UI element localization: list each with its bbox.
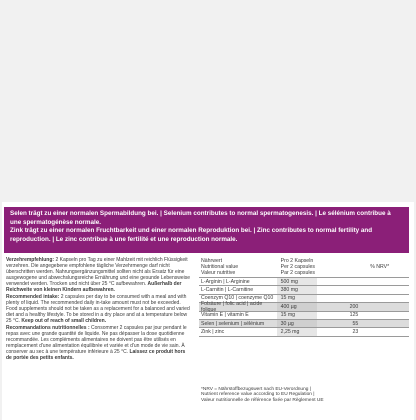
header-spacer	[317, 257, 366, 277]
instructions-en	[6, 294, 192, 324]
instructions-en-text: 2 capsules per day to be consumed with a meal and with plenty of liquid. The recommended daily in-take amount must not be exceeded. Food supplements should not be taken as a replacement for a balanced and varied diet and a healthy lifestyle. To be stored in a dry place and at a temperature below 25 °C.	[6, 294, 190, 324]
header-nutrient-de: Nährwert	[201, 258, 223, 264]
nutrient-amount: 2,25 mg	[277, 328, 318, 335]
nutrient-name: L-Arginin | L-Arginine	[201, 278, 250, 285]
instructions-en-label: Recommended intake:	[6, 294, 60, 300]
nutrient-name: Vitamin E | vitamin E	[201, 312, 249, 319]
nutrition-table	[199, 257, 409, 337]
footnote-line-en: Nutrient reference value according to EU Regulation |	[201, 392, 315, 398]
table-row	[199, 328, 409, 336]
nutrient-name: Coenzym Q10 | coenzyme Q10	[201, 295, 274, 302]
header-nutrient	[199, 257, 277, 277]
instructions-fr-text: Consommer 2 capsules par jour pendant le repas avec une grande quantité de liquide. Ne pas dépasser la dose quotidienne recommandée. Les compléments alimentaires ne doivent pas être utilisés en remplacement d'une alimentation équilibrée et variée et d'un mode de vie sain. À conserver au sec à une température inférieure à 25 °C.	[6, 325, 187, 355]
nutrition-table-body	[199, 278, 409, 337]
header-amount-fr: Par 2 capsules	[280, 270, 315, 276]
intake-instructions	[6, 257, 192, 362]
table-row	[199, 278, 409, 286]
nrv-footnote	[201, 387, 401, 403]
nutrient-amount: 30 µg	[277, 320, 318, 327]
nutrition-table-header	[199, 257, 409, 278]
nutrient-nrv: 55	[352, 320, 359, 327]
header-nrv: % NRV*	[370, 264, 390, 270]
nutrient-name: Folsäure | folic acid | acide folique	[201, 300, 263, 313]
instructions-de-label: Verzehrempfehlung:	[6, 257, 55, 263]
nutrient-nrv: 125	[349, 312, 359, 319]
instructions-de-warning: Außerhalb der Reichweite von kleinen Kindern aufbewahren.	[6, 281, 182, 293]
table-row	[199, 312, 409, 320]
header-amount	[277, 257, 318, 277]
nutrient-amount: 380 mg	[277, 286, 318, 293]
zinc-claim: Zink trägt zu einer normalen Fruchtbarkeit und einer normalen Reproduktion bei. | Zinc contributes to normal fertility and reproduction. | Le zinc contribue à une fertilité et une reproduction normale.	[10, 227, 373, 243]
nutrient-name: Selen | selenium | sélénium	[201, 320, 265, 327]
nutrient-amount: 15 mg	[277, 312, 318, 319]
footnote-line-fr: Valeur nutritionnelle de référence fixée par Règlement UE	[201, 397, 324, 403]
nutrient-name: L-Carnitin | L-Carnitine	[201, 287, 254, 294]
header-nutrient-en: Nutritional value	[201, 264, 239, 270]
nutrient-amount: 500 mg	[277, 278, 318, 285]
footnote-line-de: *NRV = Nährstoffbezugswert nach EU-Verordnung |	[201, 387, 311, 392]
nutrient-nrv: 200	[349, 303, 359, 310]
header-amount-en: Per 2 capsules	[280, 264, 315, 270]
header-amount-de: Pro 2 Kapseln	[280, 258, 314, 264]
nutrient-name: Zink | zinc	[201, 329, 225, 336]
table-row	[199, 300, 409, 313]
header-nutrient-fr: Valeur nutritive	[201, 270, 236, 276]
selenium-claim: Selen trägt zu einer normalen Spermabildung bei. | Selenium contributes to normal spermatogenesis. | Le sélénium contribue à une spermatogénèse normale.	[10, 210, 391, 226]
nutrient-nrv: 23	[352, 329, 359, 336]
instructions-en-warning: Keep out of reach of small children.	[21, 318, 107, 324]
instructions-de-text: 2 Kapseln pro Tag zu einer Mahlzeit mit reichlich Flüssigkeit verzehren. Die angegebene empfohlene tägliche Verzehrmenge darf nicht überschritten werden. Nahrungsergänzungsmittel sollten nicht als Ersatz für eine ausgewogene und abwechslungsreiche Ernährung und eine gesunde Lebensweise verwendet werden. Trocken und nicht über 25 °C aufbewahren.	[6, 257, 191, 287]
table-row	[199, 320, 409, 328]
nutrient-amount: 15 mg	[277, 295, 318, 302]
nutrient-amount: 400 µg	[277, 303, 318, 310]
health-claims-banner	[4, 207, 409, 253]
instructions-fr	[6, 325, 192, 361]
instructions-de	[6, 257, 192, 293]
table-row	[199, 286, 409, 294]
instructions-fr-label: Recommandations nutritionnelles :	[6, 325, 90, 331]
instructions-fr-warning: Laissez ce produit hors de portée des petits enfants.	[6, 349, 186, 361]
